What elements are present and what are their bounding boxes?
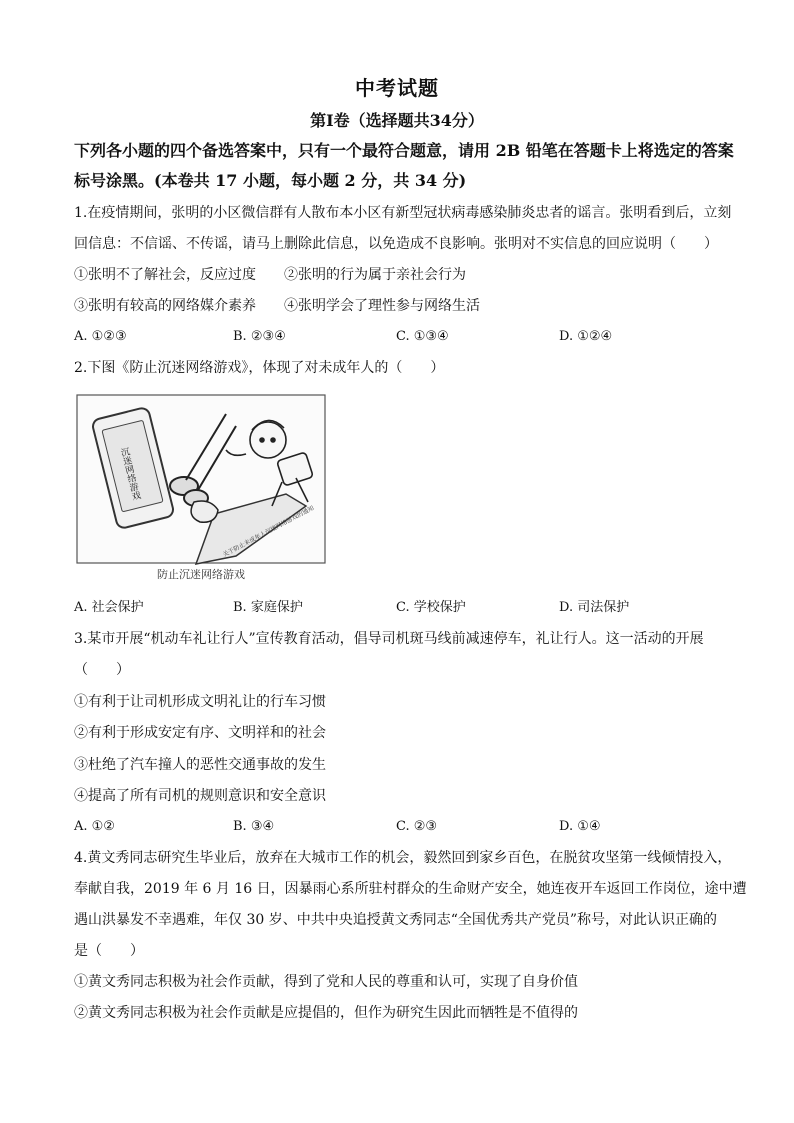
q4-stem-line-4: 是（ ） — [74, 943, 144, 959]
q3-stem-line-2: （ ） — [74, 662, 130, 678]
q1-statement-4: ④张明学会了理性参与网络生活 — [284, 298, 480, 314]
q3-statement-4: ④提高了所有司机的规则意识和安全意识 — [74, 788, 326, 804]
q1-statement-2: ②张明的行为属于亲社会行为 — [284, 267, 466, 283]
instructions-line-1: 下列各小题的四个备选答案中，只有一个最符合题意，请用 2B 铅笔在答题卡上将选定的答案 — [74, 141, 734, 160]
q2-option-c: C. 学校保护 — [396, 600, 466, 615]
q1-statement-1: ①张明不了解社会，反应过度 — [74, 267, 256, 283]
q3-statement-2: ②有利于形成安定有序、文明祥和的社会 — [74, 725, 326, 741]
q3-option-d: D. ①④ — [559, 819, 601, 834]
q4-statement-1: ①黄文秀同志积极为社会作贡献，得到了党和人民的尊重和认可，实现了自身价值 — [74, 974, 578, 990]
phone-label: 沉迷网络游戏 — [117, 446, 141, 502]
instructions-line-2: 标号涂黑。(本卷共 17 小题，每小题 2 分，共 34 分) — [74, 171, 467, 190]
q3-option-a: A. ①② — [74, 819, 115, 834]
q3-stem-line-1: 3.某市开展“机动车礼让行人”宣传教育活动，倡导司机斑马线前减速停车，礼让行人。这一活动的开展 — [74, 631, 704, 647]
q1-stem-line-2: 回信息：不信谣、不传谣，请马上删除此信息，以免造成不良影响。张明对不实信息的回应说明（ ） — [74, 236, 718, 252]
q1-option-d: D. ①②④ — [559, 329, 613, 344]
q4-stem-line-1: 4.黄文秀同志研究生毕业后，放弃在大城市工作的机会，毅然回到家乡百色，在脱贫攻坚第一线倾情投入， — [74, 850, 732, 866]
figure-caption: 防止沉迷网络游戏 — [157, 568, 245, 581]
section-title: 第Ⅰ卷（选择题共34分） — [310, 111, 484, 130]
q4-stem-line-3: 遇山洪暴发不幸遇难，年仅 30 岁、中共中央追授黄文秀同志“全国优秀共产党员”称号，对此认识正确的 — [74, 912, 718, 928]
q1-option-c: C. ①③④ — [396, 329, 449, 344]
q3-statement-3: ③杜绝了汽车撞人的恶性交通事故的发生 — [74, 757, 326, 773]
q2-option-b: B. 家庭保护 — [233, 600, 303, 615]
q1-option-a: A. ①②③ — [74, 329, 127, 344]
q4-statement-2: ②黄文秀同志积极为社会作贡献是应提倡的，但作为研究生因此而牺牲是不值得的 — [74, 1005, 578, 1021]
q2-stem: 2.下图《防止沉迷网络游戏》，体现了对未成年人的（ ） — [74, 360, 445, 376]
q3-statement-1: ①有利于让司机形成文明礼让的行车习惯 — [74, 694, 326, 710]
q4-stem-line-2: 奉献自我，2019 年 6 月 16 日，因暴雨心系所驻村群众的生命财产安全，她连夜开车返回工作岗位，途中遭 — [74, 881, 747, 897]
q1-option-b: B. ②③④ — [233, 329, 286, 344]
q1-stem-line-1: 1.在疫情期间，张明的小区微信群有人散布本小区有新型冠状病毒感染肺炎忠者的谣言。张明看到后，立刻 — [74, 205, 732, 221]
syringe-label: 关于防止未成年人沉迷网络游戏的通知 — [221, 504, 316, 559]
q3-option-b: B. ③④ — [233, 819, 275, 834]
q2-option-d: D. 司法保护 — [559, 600, 630, 615]
q1-statement-3: ③张明有较高的网络媒介素养 — [74, 298, 256, 314]
page-title: 中考试题 — [355, 76, 439, 100]
q2-option-a: A. 社会保护 — [74, 600, 144, 615]
cartoon-figure — [76, 394, 326, 586]
q3-option-c: C. ②③ — [396, 819, 438, 834]
